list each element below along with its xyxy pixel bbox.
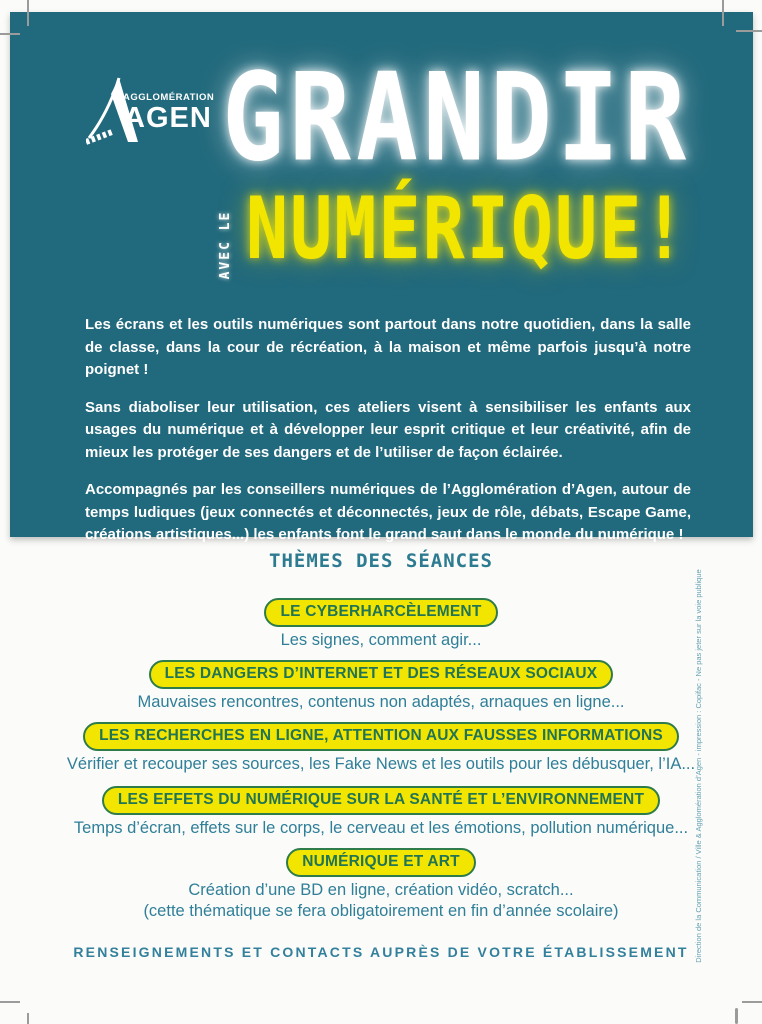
hero-title: GRANDIR — [222, 47, 692, 189]
intro-paragraph-3: Accompagnés par les conseillers numériques de l’Agglomération d’Agen, autour de temps ludiques (jeux connectés et déconnectés, jeux de rôle, débats, Escape Game, créations artistiques...) les enfants font le grand saut dans le monde du numérique ! — [85, 481, 691, 543]
logo-text-agglomeration: AGGLOMÉRATION — [123, 92, 215, 103]
theme-description: Les signes, comment agir... — [280, 631, 482, 649]
intro-paragraphs — [85, 314, 691, 562]
crop-mark-top-left-h — [0, 33, 20, 35]
credits-vertical: Direction de la Communication / Ville & Agglomération d’Agen - impression : Copifac - Ne pas jeter sur la voie publique — [694, 569, 703, 963]
intro-paragraph-1: Les écrans et les outils numériques sont partout dans notre quotidien, dans la salle de classe, dans la cour de récréation, à la maison et même parfois jusqu’à notre poignet ! — [85, 316, 691, 378]
crop-mark-bottom-left-h — [0, 1001, 20, 1003]
theme-item — [0, 848, 762, 923]
theme-pill: LES DANGERS D’INTERNET ET DES RÉSEAUX SOCIAUX — [149, 660, 614, 689]
theme-description: Vérifier et recouper ses sources, les Fake News et les outils pour les débusquer, l’IA... — [66, 755, 696, 773]
theme-pill: LES EFFETS DU NUMÉRIQUE SUR LA SANTÉ ET L’ENVIRONNEMENT — [102, 786, 660, 815]
logo-text-agen: AGEN — [124, 102, 212, 134]
theme-description: Mauvaises rencontres, contenus non adaptés, arnaques en ligne... — [137, 693, 625, 711]
theme-item — [0, 786, 762, 839]
theme-description: Temps d’écran, effets sur le corps, le cerveau et les émotions, pollution numérique... — [73, 819, 689, 837]
crop-mark-top-right-h — [736, 30, 762, 32]
intro-paragraph-2: Sans diaboliser leur utilisation, ces ateliers visent à sensibiliser les enfants aux usages du numérique et à développer leur esprit critique et leur créativité, afin de mieux les protéger de ses dangers et de l’utiliser de façon éclairée. — [85, 398, 691, 461]
theme-description-note: (cette thématique se fera obligatoirement en fin d’année scolaire) — [143, 902, 619, 921]
theme-pill: LES RECHERCHES EN LIGNE, ATTENTION AUX FAUSSES INFORMATIONS — [83, 722, 679, 751]
theme-pill: LE CYBERHARCÈLEMENT — [264, 598, 497, 627]
agglomeration-agen-logo — [86, 76, 216, 154]
contact-line: RENSEIGNEMENTS ET CONTACTS AUPRÈS DE VOTRE ÉTABLISSEMENT — [73, 944, 689, 960]
themes-heading: THÈMES DES SÉANCES — [269, 550, 493, 572]
hero-subtitle: NUMÉRIQUE! — [246, 178, 688, 279]
crop-mark-top-right-v — [722, 0, 724, 26]
theme-item — [0, 660, 762, 713]
crop-mark-bottom-left-v — [27, 1013, 29, 1024]
crop-mark-top-left-v — [27, 0, 29, 26]
theme-description: Création d’une BD en ligne, création vidéo, scratch... — [188, 881, 574, 899]
crop-mark-bottom-right-v — [735, 1008, 738, 1024]
theme-item — [0, 598, 762, 651]
crop-mark-bottom-right-h — [742, 1001, 762, 1003]
hero-subtitle-prefix: AVEC LE — [218, 210, 233, 280]
theme-pill: NUMÉRIQUE ET ART — [286, 848, 476, 877]
hero-band — [10, 12, 753, 543]
theme-item — [0, 722, 762, 775]
